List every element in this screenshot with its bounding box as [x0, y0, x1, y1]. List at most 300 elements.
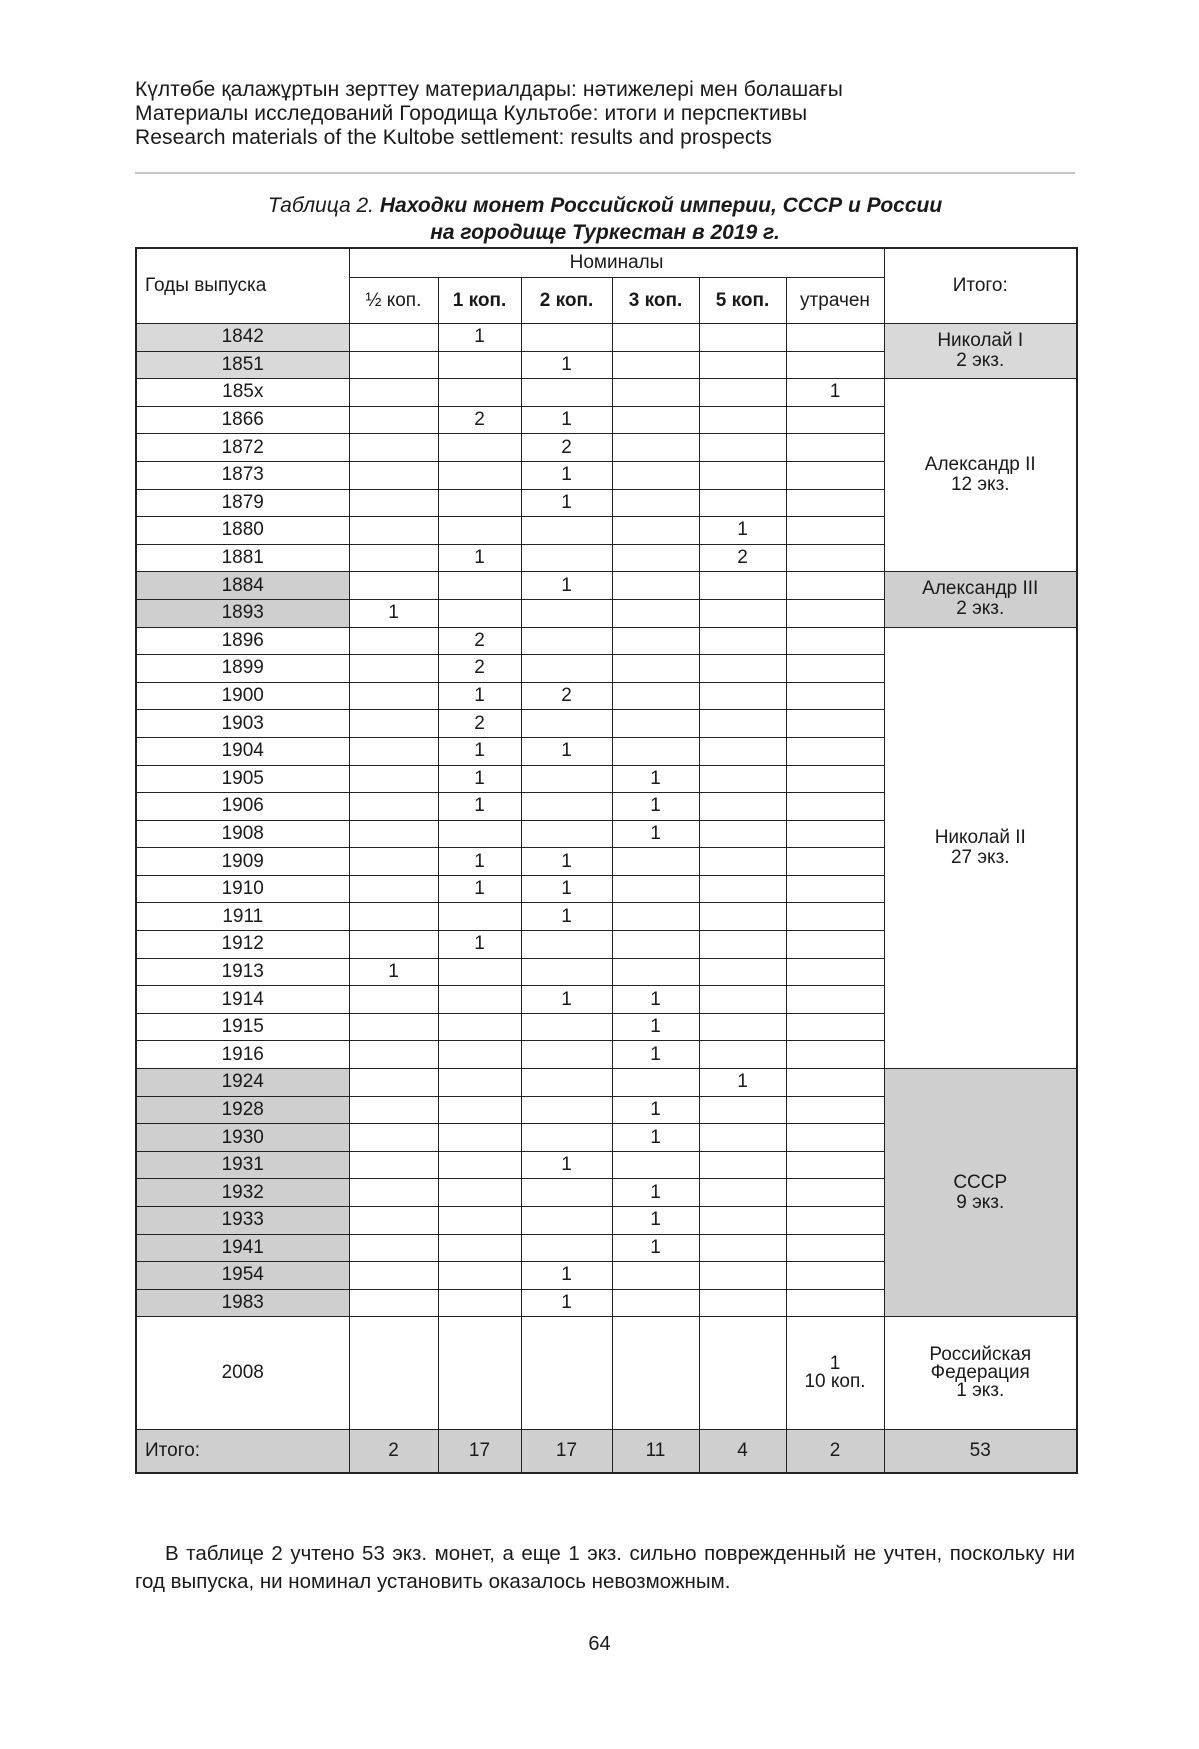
count-cell [521, 931, 612, 959]
count-cell [438, 351, 521, 379]
count-cell [699, 1041, 786, 1069]
count-cell: 1 [521, 351, 612, 379]
year-cell: 1915 [136, 1013, 349, 1041]
ruler-count: 9 экз. [956, 1191, 1005, 1213]
count-cell [612, 379, 699, 407]
year-cell: 1906 [136, 793, 349, 821]
count-cell [786, 820, 884, 848]
header-total: Итого: [884, 248, 1077, 324]
count-cell [699, 572, 786, 600]
count-cell [438, 1179, 521, 1207]
count-cell [349, 1289, 438, 1317]
count-cell [699, 434, 786, 462]
count-cell [612, 1069, 699, 1097]
count-cell [699, 461, 786, 489]
header-denom-half: ½ коп. [349, 278, 438, 324]
table-row [136, 324, 1077, 352]
count-cell [612, 434, 699, 462]
year-cell: 1908 [136, 820, 349, 848]
count-cell [521, 820, 612, 848]
count-cell [438, 599, 521, 627]
table-row [136, 572, 1077, 600]
count-cell [786, 434, 884, 462]
count-cell [786, 1234, 884, 1262]
count-cell [786, 489, 884, 517]
count-cell: 1 [521, 572, 612, 600]
year-cell: 2008 [136, 1317, 349, 1430]
lost-cell-2008 [786, 1317, 884, 1430]
count-cell [786, 599, 884, 627]
count-cell: 2 [521, 682, 612, 710]
count-cell [612, 572, 699, 600]
count-cell: 1 [438, 737, 521, 765]
count-cell [438, 1317, 521, 1430]
count-cell [786, 986, 884, 1014]
count-cell [349, 986, 438, 1014]
year-cell: 1873 [136, 461, 349, 489]
count-cell [438, 517, 521, 545]
count-cell: 2 [521, 434, 612, 462]
count-cell: 1 [699, 517, 786, 545]
ruler-name: Александр III [922, 578, 1039, 600]
count-cell [521, 765, 612, 793]
table-row [136, 627, 1077, 655]
count-cell: 1 [438, 931, 521, 959]
year-cell: 185x [136, 379, 349, 407]
count-cell [349, 1069, 438, 1097]
count-cell [521, 1207, 612, 1235]
count-cell [699, 710, 786, 738]
count-cell [786, 324, 884, 352]
count-cell [438, 1069, 521, 1097]
year-cell: 1983 [136, 1289, 349, 1317]
count-cell [786, 461, 884, 489]
page-number: 64 [588, 1633, 611, 1655]
ruler-count: 2 экз. [956, 350, 1005, 372]
count-cell: 1 [612, 1124, 699, 1152]
count-cell [612, 1151, 699, 1179]
year-cell: 1933 [136, 1207, 349, 1235]
year-cell: 1928 [136, 1096, 349, 1124]
count-cell [438, 461, 521, 489]
year-cell: 1879 [136, 489, 349, 517]
count-cell [786, 1151, 884, 1179]
header-denom-5: 5 коп. [699, 278, 786, 324]
count-cell [349, 517, 438, 545]
count-cell: 2 [438, 406, 521, 434]
count-cell [786, 1289, 884, 1317]
count-cell [438, 1151, 521, 1179]
count-cell [786, 848, 884, 876]
count-cell [521, 599, 612, 627]
count-cell [438, 1207, 521, 1235]
year-cell: 1911 [136, 903, 349, 931]
count-cell [786, 737, 884, 765]
total-value-cell: 11 [612, 1430, 699, 1474]
ruler-count: 27 экз. [950, 846, 1010, 868]
count-cell: 1 [699, 1069, 786, 1097]
table-row-2008 [136, 1317, 1077, 1430]
count-cell [349, 1013, 438, 1041]
count-cell [612, 627, 699, 655]
lost-count: 1 [829, 1353, 841, 1375]
count-cell [349, 793, 438, 821]
count-cell: 1 [521, 1151, 612, 1179]
count-cell [438, 379, 521, 407]
year-cell: 1884 [136, 572, 349, 600]
count-cell [786, 1041, 884, 1069]
count-cell [349, 406, 438, 434]
count-cell: 1 [521, 737, 612, 765]
year-cell: 1905 [136, 765, 349, 793]
total-value-cell: 17 [438, 1430, 521, 1474]
count-cell [612, 544, 699, 572]
count-cell: 1 [612, 820, 699, 848]
count-cell [699, 1317, 786, 1430]
count-cell [699, 820, 786, 848]
count-cell [349, 1179, 438, 1207]
count-cell [438, 1013, 521, 1041]
count-cell: 1 [521, 1262, 612, 1290]
count-cell [786, 517, 884, 545]
count-cell [349, 737, 438, 765]
count-cell [612, 682, 699, 710]
count-cell [438, 958, 521, 986]
count-cell [699, 1124, 786, 1152]
grand-total-cell: 53 [884, 1430, 1077, 1474]
count-cell [612, 1262, 699, 1290]
count-cell: 1 [521, 489, 612, 517]
count-cell: 1 [612, 1207, 699, 1235]
count-cell [521, 710, 612, 738]
count-cell [521, 1096, 612, 1124]
count-cell [349, 461, 438, 489]
count-cell [349, 710, 438, 738]
total-value-cell: 17 [521, 1430, 612, 1474]
count-cell [612, 958, 699, 986]
count-cell [521, 544, 612, 572]
header-divider [135, 172, 1075, 174]
count-cell [521, 627, 612, 655]
count-cell: 1 [438, 848, 521, 876]
ruler-total-cell [884, 1317, 1077, 1430]
count-cell [786, 627, 884, 655]
count-cell [786, 682, 884, 710]
count-cell [699, 875, 786, 903]
header-denom-1: 1 коп. [438, 278, 521, 324]
count-cell [438, 572, 521, 600]
year-cell: 1954 [136, 1262, 349, 1290]
count-cell: 1 [612, 765, 699, 793]
count-cell [699, 1151, 786, 1179]
count-cell [349, 903, 438, 931]
header-denom-3: 3 коп. [612, 278, 699, 324]
count-cell: 1 [612, 793, 699, 821]
ruler-total-cell [884, 572, 1077, 627]
year-cell: 1931 [136, 1151, 349, 1179]
year-cell: 1914 [136, 986, 349, 1014]
table-body [136, 324, 1077, 1474]
count-cell [786, 406, 884, 434]
count-cell [699, 1289, 786, 1317]
count-cell [521, 324, 612, 352]
count-cell [521, 1179, 612, 1207]
ruler-total-cell [884, 324, 1077, 379]
count-cell [786, 1179, 884, 1207]
count-cell [699, 627, 786, 655]
count-cell [699, 931, 786, 959]
count-cell: 1 [349, 958, 438, 986]
count-cell [612, 903, 699, 931]
count-cell [699, 1207, 786, 1235]
count-cell [349, 765, 438, 793]
count-cell [349, 655, 438, 683]
count-cell [786, 1262, 884, 1290]
year-cell: 1899 [136, 655, 349, 683]
count-cell: 1 [612, 1179, 699, 1207]
count-cell [349, 1096, 438, 1124]
coin-finds-table [135, 247, 1078, 1474]
count-cell [699, 379, 786, 407]
count-cell [349, 1262, 438, 1290]
ruler-name: Николай II [934, 826, 1026, 848]
count-cell [612, 489, 699, 517]
count-cell: 1 [521, 986, 612, 1014]
year-cell: 1932 [136, 1179, 349, 1207]
count-cell [786, 655, 884, 683]
count-cell [349, 682, 438, 710]
count-cell [438, 1041, 521, 1069]
count-cell [786, 544, 884, 572]
count-cell [786, 1207, 884, 1235]
count-cell [699, 903, 786, 931]
count-cell [699, 1262, 786, 1290]
count-cell [349, 544, 438, 572]
total-value-cell: 4 [699, 1430, 786, 1474]
year-cell: 1930 [136, 1124, 349, 1152]
lost-denomination: 10 коп. [804, 1371, 866, 1393]
count-cell: 1 [612, 1013, 699, 1041]
ruler-name: СССР [953, 1171, 1008, 1193]
count-cell [521, 1124, 612, 1152]
count-cell: 1 [521, 406, 612, 434]
totals-row [136, 1430, 1077, 1474]
count-cell [699, 737, 786, 765]
count-cell: 2 [438, 627, 521, 655]
count-cell [786, 931, 884, 959]
count-cell [786, 351, 884, 379]
year-cell: 1881 [136, 544, 349, 572]
count-cell [612, 461, 699, 489]
count-cell [349, 1207, 438, 1235]
count-cell [786, 1096, 884, 1124]
count-cell [612, 351, 699, 379]
count-cell: 1 [612, 1096, 699, 1124]
count-cell: 1 [521, 461, 612, 489]
count-cell [349, 489, 438, 517]
count-cell [612, 737, 699, 765]
count-cell [438, 1096, 521, 1124]
count-cell [699, 351, 786, 379]
count-cell [699, 765, 786, 793]
count-cell [521, 1317, 612, 1430]
ruler-total-cell [884, 1069, 1077, 1317]
total-value-cell: 2 [786, 1430, 884, 1474]
count-cell [438, 820, 521, 848]
body-paragraph [135, 1540, 1075, 1596]
count-cell [612, 1317, 699, 1430]
caption-label: Таблица 2. [267, 194, 375, 217]
count-cell [699, 324, 786, 352]
count-cell [349, 324, 438, 352]
year-cell: 1866 [136, 406, 349, 434]
count-cell [786, 875, 884, 903]
year-cell: 1912 [136, 931, 349, 959]
year-cell: 1842 [136, 324, 349, 352]
count-cell [438, 1262, 521, 1290]
count-cell [438, 1289, 521, 1317]
count-cell [786, 958, 884, 986]
year-cell: 1872 [136, 434, 349, 462]
year-cell: 1910 [136, 875, 349, 903]
count-cell: 1 [438, 875, 521, 903]
count-cell [612, 875, 699, 903]
year-cell: 1896 [136, 627, 349, 655]
count-cell: 1 [438, 324, 521, 352]
count-cell [699, 406, 786, 434]
year-cell: 1913 [136, 958, 349, 986]
count-cell: 1 [786, 379, 884, 407]
running-header [135, 78, 1075, 150]
count-cell [612, 406, 699, 434]
ruler-name: Николай I [937, 330, 1024, 352]
count-cell [786, 793, 884, 821]
count-cell: 1 [349, 599, 438, 627]
ruler-name-line1: Российская [929, 1344, 1032, 1366]
paragraph-text: В таблице 2 учтено 53 экз. монет, а еще 1 экз. сильно поврежденный не учтен, поскольку ни год выпуска, ни номинал установить оказалось невозможным. [135, 1542, 1075, 1593]
count-cell [438, 986, 521, 1014]
count-cell [612, 517, 699, 545]
year-cell: 1903 [136, 710, 349, 738]
count-cell [438, 903, 521, 931]
count-cell [612, 599, 699, 627]
header-years: Годы выпуска [136, 248, 349, 324]
count-cell [521, 1013, 612, 1041]
count-cell [612, 710, 699, 738]
count-cell: 1 [612, 1234, 699, 1262]
count-cell [521, 958, 612, 986]
count-cell [349, 351, 438, 379]
ruler-total-cell [884, 627, 1077, 1069]
count-cell [349, 820, 438, 848]
count-cell [786, 1069, 884, 1097]
count-cell [521, 1234, 612, 1262]
count-cell [349, 627, 438, 655]
count-cell [438, 489, 521, 517]
totals-label: Итого: [136, 1430, 349, 1474]
count-cell [699, 1179, 786, 1207]
count-cell [521, 655, 612, 683]
count-cell: 1 [521, 848, 612, 876]
count-cell [612, 848, 699, 876]
count-cell [521, 793, 612, 821]
count-cell [699, 1096, 786, 1124]
count-cell [699, 793, 786, 821]
ruler-name: Александр II [924, 454, 1036, 476]
count-cell [699, 489, 786, 517]
year-cell: 1880 [136, 517, 349, 545]
count-cell [699, 1013, 786, 1041]
caption-title-line1: Находки монет Российской империи, СССР и России [379, 194, 943, 217]
count-cell [699, 848, 786, 876]
ruler-name-line2: Федерация [930, 1362, 1030, 1384]
count-cell [612, 1289, 699, 1317]
count-cell: 1 [438, 682, 521, 710]
count-cell [349, 848, 438, 876]
year-cell: 1893 [136, 599, 349, 627]
header-denom-lost: утрачен [786, 278, 884, 324]
year-cell: 1916 [136, 1041, 349, 1069]
count-cell [521, 517, 612, 545]
year-cell: 1851 [136, 351, 349, 379]
table-row [136, 379, 1077, 407]
ruler-total-cell [884, 379, 1077, 572]
count-cell [349, 1234, 438, 1262]
count-cell: 1 [521, 1289, 612, 1317]
count-cell [786, 710, 884, 738]
count-cell [349, 1124, 438, 1152]
count-cell [521, 1069, 612, 1097]
count-cell [786, 572, 884, 600]
header-denom-2: 2 коп. [521, 278, 612, 324]
header-nominals: Номиналы [349, 248, 884, 278]
count-cell [699, 958, 786, 986]
count-cell [699, 1234, 786, 1262]
count-cell [438, 1234, 521, 1262]
count-cell [612, 324, 699, 352]
count-cell [349, 572, 438, 600]
count-cell [786, 1013, 884, 1041]
year-cell: 1909 [136, 848, 349, 876]
count-cell [438, 434, 521, 462]
year-cell: 1941 [136, 1234, 349, 1262]
count-cell [612, 931, 699, 959]
count-cell: 1 [438, 544, 521, 572]
ruler-count: 12 экз. [950, 474, 1010, 496]
header-line-english: Research materials of the Kultobe settlement: results and prospects [135, 126, 773, 149]
count-cell [699, 986, 786, 1014]
count-cell [349, 1151, 438, 1179]
count-cell [349, 1317, 438, 1430]
header-line-russian: Материалы исследований Городища Культобе: итоги и перспективы [135, 102, 808, 125]
count-cell [699, 682, 786, 710]
caption-title-line2: на городище Туркестан в 2019 г. [430, 221, 780, 244]
count-cell: 1 [612, 986, 699, 1014]
count-cell: 1 [438, 793, 521, 821]
count-cell [699, 599, 786, 627]
year-cell: 1900 [136, 682, 349, 710]
count-cell [438, 1124, 521, 1152]
header-line-kazakh: Күлтөбе қалажұртын зерттеу материалдары: нәтижелері мен болашағы [135, 78, 843, 101]
year-cell: 1924 [136, 1069, 349, 1097]
count-cell: 2 [438, 710, 521, 738]
count-cell: 2 [699, 544, 786, 572]
count-cell [349, 1041, 438, 1069]
year-cell: 1904 [136, 737, 349, 765]
count-cell [699, 655, 786, 683]
count-cell [349, 931, 438, 959]
count-cell [612, 655, 699, 683]
